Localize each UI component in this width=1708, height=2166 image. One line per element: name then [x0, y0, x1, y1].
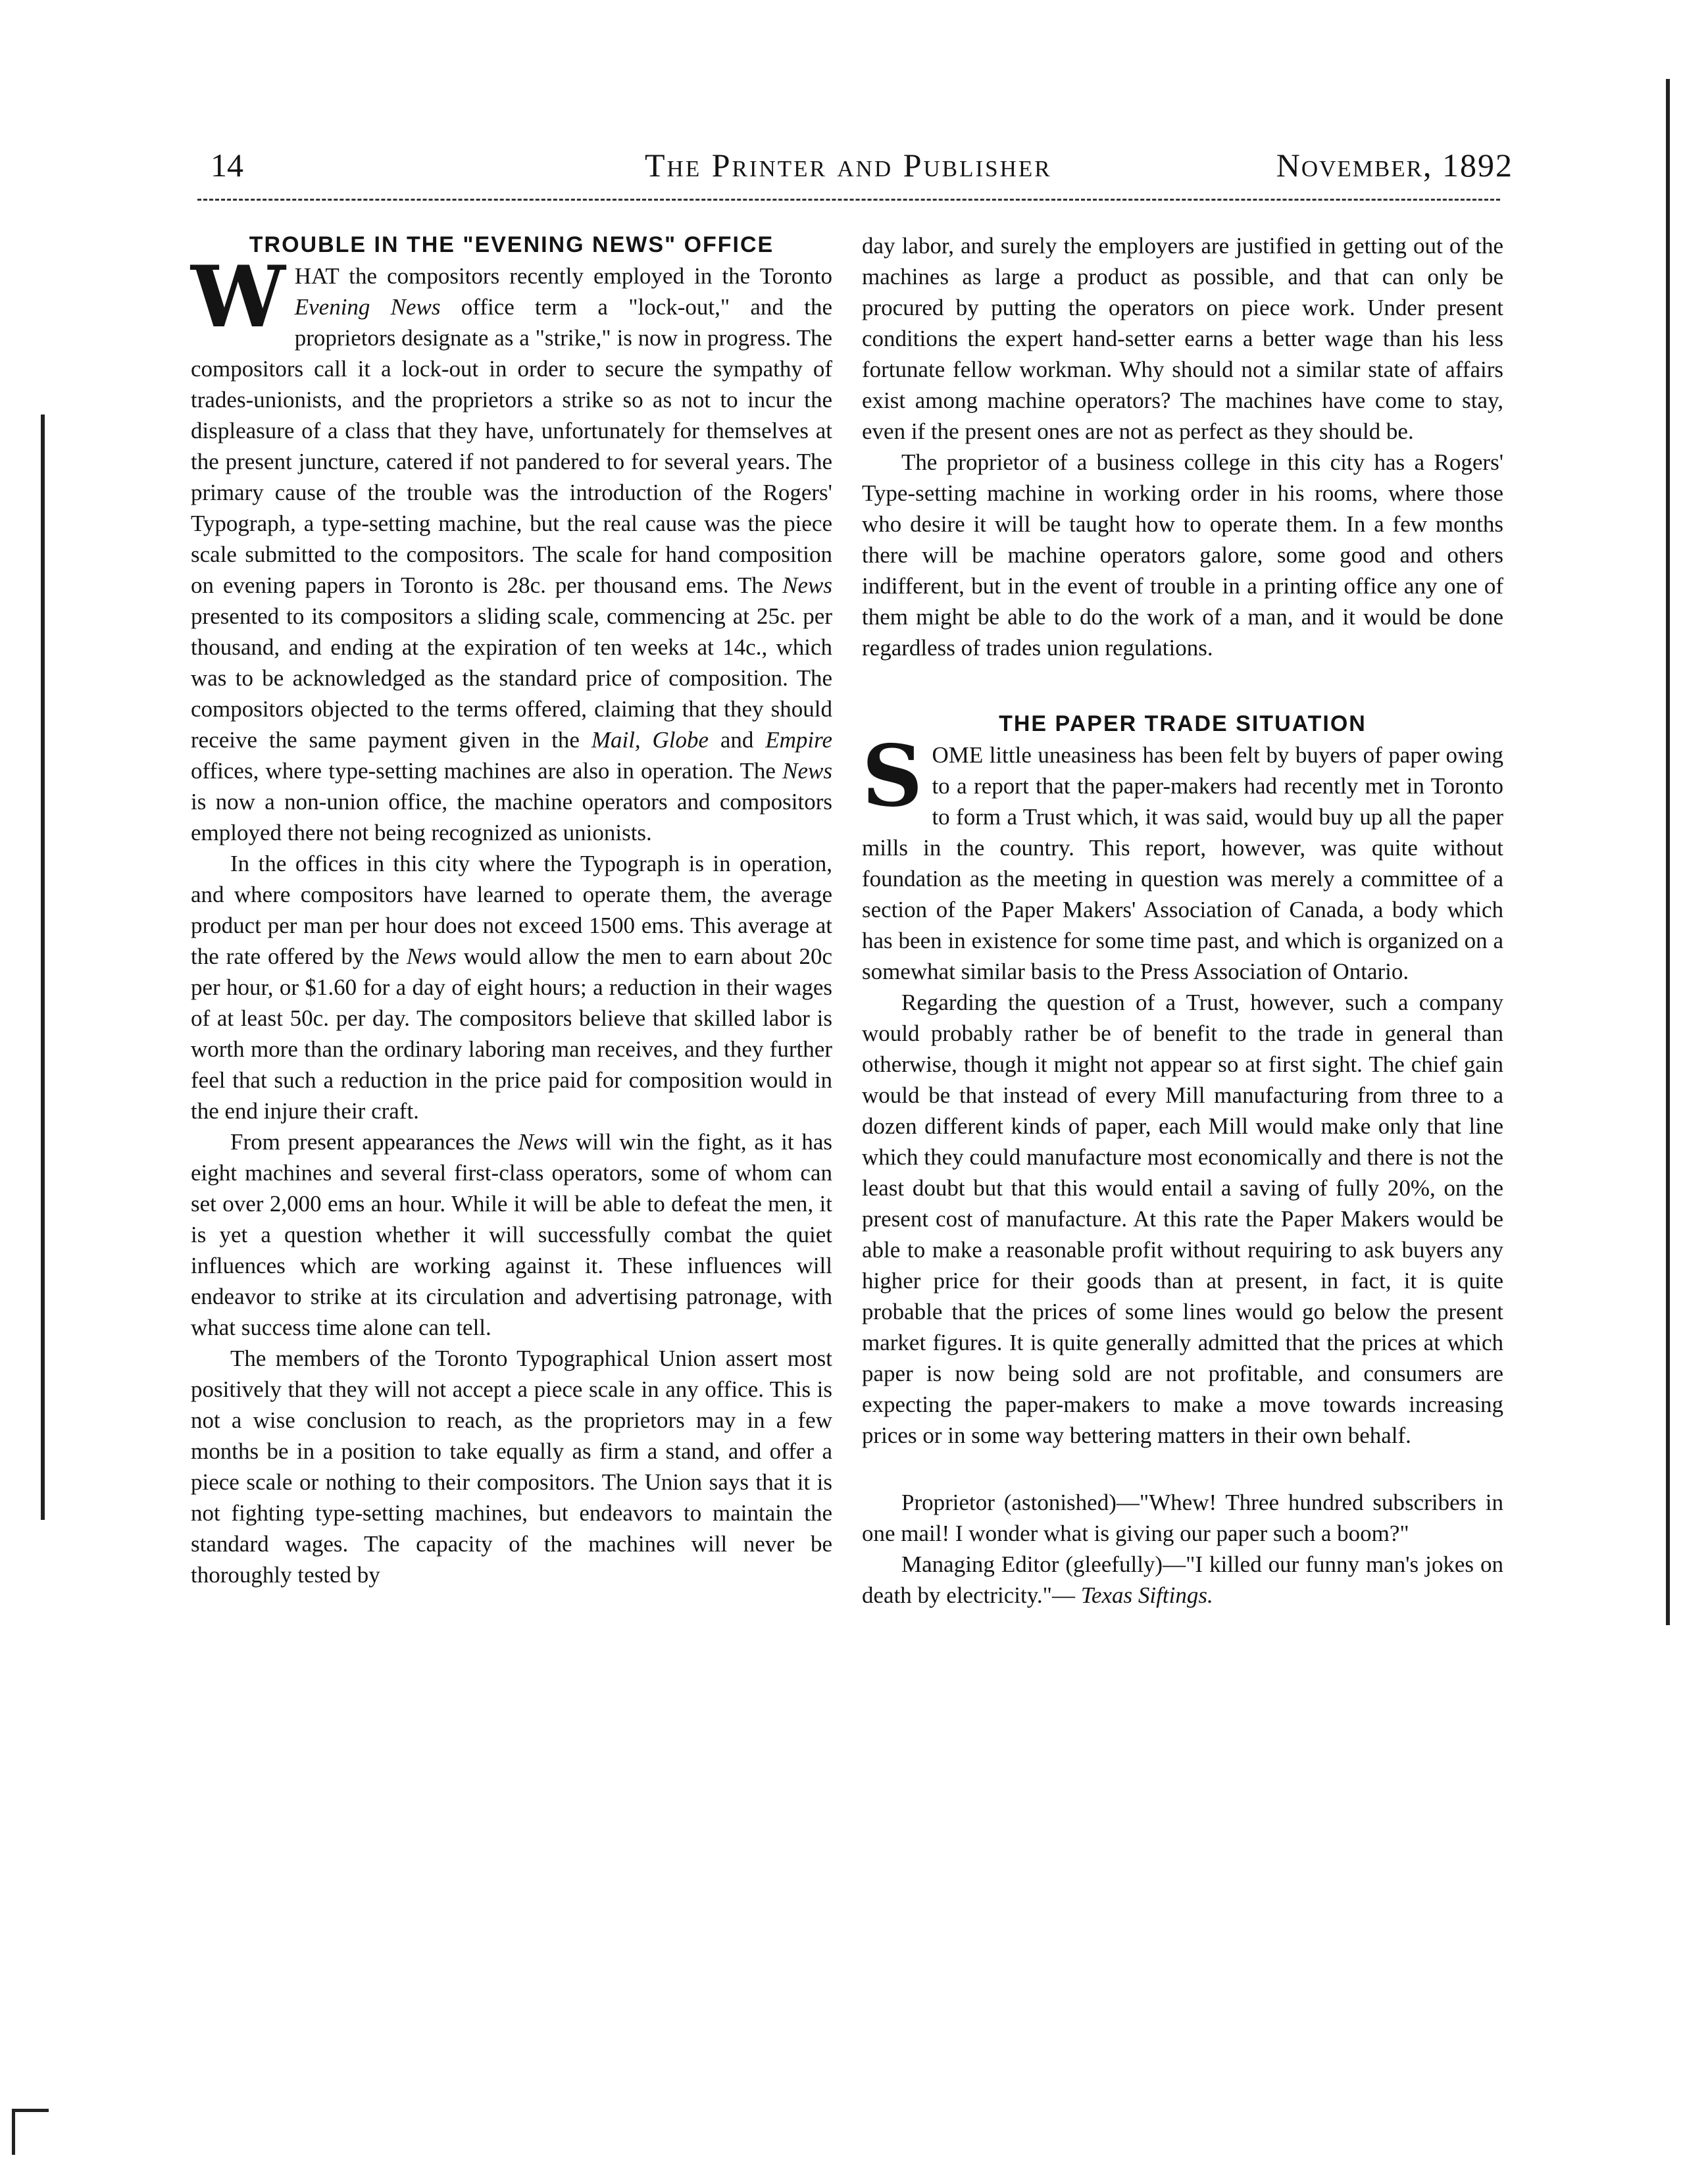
- text-run: OME little uneasiness has been felt by buyers of paper owing to a report that the paper-makers had recently met in Toronto to form a Trust which, it was said, would buy up all the paper mills in the country. This report, however, was quite without foundation as the meeting in question was merely a committee of a section of the Paper Makers' Association of Canada, a body which has been in existence for some time past, and which is organized on a somewhat similar basis to the Press Association of Ontario.: [862, 742, 1503, 984]
- text-run: presented to its compositors a sliding scale, commencing at 25c. per thousand, and ending at the expiration of ten weeks at 14c., which was to be acknowledged as the standard price of composition. The compositors objected to the terms offered, claiming that they should receive the same payment given in the: [191, 603, 832, 753]
- italic-run: Empire: [765, 727, 833, 753]
- right-column: [862, 230, 1503, 1611]
- text-run: office term a "lock-out," and the proprietors designate as a "strike," is now in progress. The compositors call it a lock-out in order to secure the sympathy of trades-unionists, and the proprietors a strike so as not to incur the displeasure of a class that they have, unfortunately for themselves at the present juncture, catered if not pandered to for several years. The primary cause of the trouble was the introduction of the Rogers' Typograph, a type-setting machine, but the real cause was the piece scale submitted to the compositors. The scale for hand composition on evening papers in Toronto is 28c. per thousand ems. The: [191, 294, 832, 598]
- section-gap: [862, 1451, 1503, 1487]
- page-number: 14: [211, 147, 243, 184]
- article-title-evening-news: TROUBLE IN THE "EVENING NEWS" OFFICE: [249, 232, 774, 257]
- article-paragraph: [191, 248, 833, 848]
- article-paragraph: day labor, and surely the employers are justified in getting out of the machines as large a product as possible, and that can only be procured by putting the operators on piece work. Under present conditions the expert hand-setter earns a better wage than his less fortunate fellow workman. Why should not a similar state of affairs exist among machine operators? The machines have come to stay, even if the present ones are not as perfect as they should be.: [862, 233, 1503, 444]
- issue-date: November, 1892: [1276, 147, 1513, 184]
- italic-run: News: [406, 944, 457, 969]
- joke-source: Texas Siftings.: [1080, 1582, 1213, 1608]
- text-run: In the offices in this city where the Typograph is in operation, and where compositors have learned to operate them, the average product per man per hour does not exceed 1500 ems. This average at the rate offered by the: [191, 851, 832, 969]
- text-run: Managing Editor (gleefully)—"I killed our funny man's jokes on death by electricity."—: [862, 1551, 1503, 1608]
- header-rule: [197, 199, 1500, 201]
- text-run: is now a non-union office, the machine operators and compositors employed there not being recognized as unionists.: [191, 789, 832, 845]
- article-paragraph: Regarding the question of a Trust, however, such a company would probably rather be of benefit to the trade in general than otherwise, though it might not appear so at first sight. The chief gain would be that instead of every Mill manufacturing from three to a dozen different kinds of paper, each Mill would make only that line which they could manufacture most economically and there is not the least doubt but that this would entail a saving of fully 20%, on the present cost of manufacture. At this rate the Paper Makers would be able to make a reasonable profit without requiring to ask buyers any higher price for their goods than at present, in fact, it is quite probable that the prices of some lines would go below the present market figures. It is quite generally admitted that the prices at which paper is now being sold are not profitable, and consumers are expecting the paper-makers to make a move towards increasing prices or in some way bettering matters in their own behalf.: [862, 990, 1503, 1448]
- scan-mark-bottom-corner-vertical: [12, 2109, 15, 2155]
- article-title-paper-trade: THE PAPER TRADE SITUATION: [999, 711, 1367, 736]
- italic-run: News: [782, 758, 832, 784]
- scan-mark-bottom-corner: [12, 2109, 49, 2112]
- section-gap: [862, 663, 1503, 709]
- italic-run: Evening News: [294, 294, 441, 320]
- text-run: would allow the men to earn about 20c per hour, or $1.60 for a day of eight hours; a reduction in their wages of at least 50c. per day. The compositors believe that skilled labor is worth more than the ordinary laboring man receives, and they further feel that such a reduction in the price paid for composition would in the end injure their craft.: [191, 944, 832, 1124]
- article-paragraph: The members of the Toronto Typographical Union assert most positively that they will not accept a piece scale in any office. This is not a wise conclusion to reach, as the proprietors may in a few months be in a position to take equally as firm a stand, and offer a piece scale or nothing to their compositors. The Union says that it is not fighting type-setting machines, but endeavors to maintain the standard wages. The capacity of the machines will never be thoroughly tested by: [191, 1346, 832, 1588]
- text-run: From present appearances the: [230, 1129, 518, 1155]
- drop-cap: W: [191, 248, 286, 347]
- drop-cap: S: [862, 727, 923, 826]
- page-header: [197, 132, 1513, 184]
- text-run: HAT the compositors recently employed in the Toronto: [294, 263, 832, 289]
- text-run: will win the fight, as it has eight machines and several first-class operators, some of whom can set over 2,000 ems an hour. While it will be able to defeat the men, it is yet a question whether it will successfully combat the quiet influences which are working against it. These influences will endeavor to strike at its circulation and advertising patronage, with what success time alone can tell.: [191, 1129, 832, 1340]
- scan-mark-left-edge: [41, 415, 45, 1520]
- text-run: offices, where type-setting machines are also in operation. The: [191, 758, 783, 784]
- joke-paragraph: [862, 1549, 1503, 1611]
- article-paragraph: The proprietor of a business college in this city has a Rogers' Type-setting machine in working order in his rooms, where those who desire it will be taught how to operate them. In a few months there will be machine operators galore, some good and others indifferent, but in the event of trouble in a printing office any one of them might be able to do the work of a man, and it would be done regardless of trades union regulations.: [862, 449, 1503, 661]
- scan-mark-right-edge: [1666, 79, 1670, 1625]
- article-paragraph: [862, 727, 1503, 987]
- italic-run: News: [518, 1129, 568, 1155]
- article-paragraph: [191, 1126, 832, 1343]
- italic-run: Mail, Globe: [591, 727, 709, 753]
- left-column: [191, 230, 832, 1590]
- italic-run: News: [782, 572, 832, 598]
- article-paragraph: [191, 848, 832, 1126]
- joke-paragraph: Proprietor (astonished)—"Whew! Three hundred subscribers in one mail! I wonder what is giving our paper such a boom?": [862, 1490, 1503, 1546]
- text-run: and: [709, 727, 766, 753]
- publication-title: The Printer and Publisher: [645, 147, 1052, 184]
